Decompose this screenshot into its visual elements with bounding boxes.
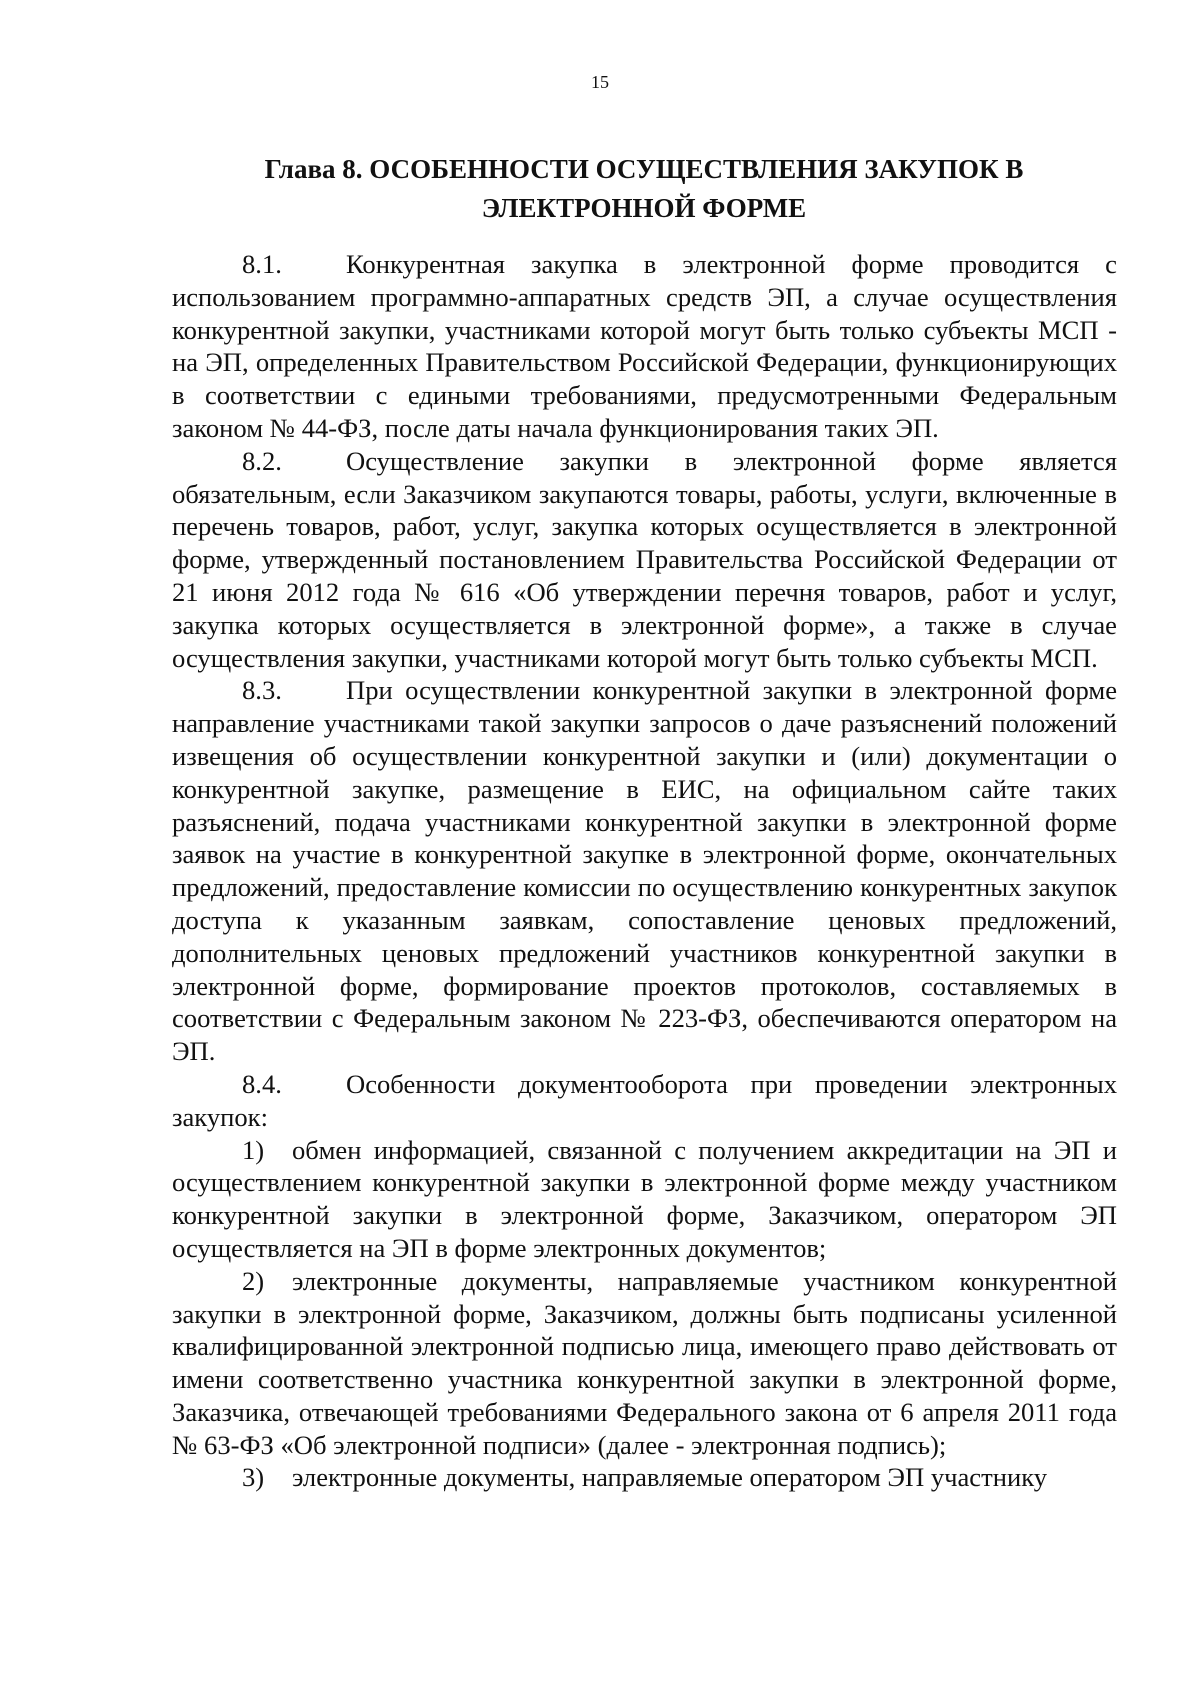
list-item-text: обмен информацией, связанной с получением аккредитации на ЭП и осуществлением конкурентной закупки в электронной форме между участником конкурентной закупки в электронной форме, Заказчиком, оператором ЭП осуществляется на ЭП в форме электронных документов; bbox=[172, 1134, 1117, 1263]
page-number: 15 bbox=[591, 72, 609, 92]
chapter-title-line-1: Глава 8. ОСОБЕННОСТИ ОСУЩЕСТВЛЕНИЯ ЗАКУПОК В bbox=[264, 154, 1024, 184]
clause-number: 8.1. bbox=[242, 249, 282, 279]
clause-text: Осуществление закупки в электронной форме является обязательным, если Заказчиком закупаются товары, работы, услуги, включенные в перечень товаров, работ, услуг, закупка которых осуществляется в электронной форме, утвержденный постановлением Правительства Российской Федерации от 21 июня 2012 года № 616 «Об утверждении перечня товаров, работ и услуг, закупка которых осуществляется в электронной форме», а также в случае осуществления закупки, участниками которой могут быть только субъекты МСП. bbox=[172, 445, 1117, 673]
list-item-3 bbox=[172, 1461, 1117, 1494]
list-item-1 bbox=[172, 1134, 1117, 1265]
list-item-text: электронные документы, направляемые оператором ЭП участнику bbox=[292, 1462, 1048, 1493]
list-item-2 bbox=[172, 1265, 1117, 1462]
clause-number: 8.3. bbox=[242, 675, 282, 706]
clause-8-3 bbox=[172, 674, 1117, 1068]
chapter-title bbox=[170, 150, 1118, 228]
clause-text: Конкурентная закупка в электронной форме проводится с использованием программно-аппаратных средств ЭП, а случае осуществления конкурентной закупки, участниками которой могут быть только субъекты МСП - на ЭП, определенных Правительством Российской Федерации, функционирующих в соответствии с едиными требованиями, предусмотренными Федеральным законом № 44-ФЗ, после даты начала функционирования таких ЭП. bbox=[172, 249, 1117, 443]
list-item-number: 3) bbox=[242, 1462, 265, 1493]
clause-number: 8.2. bbox=[242, 445, 282, 476]
clause-number: 8.4. bbox=[242, 1068, 282, 1099]
clause-8-2 bbox=[172, 445, 1117, 675]
clause-8-1 bbox=[172, 248, 1117, 445]
clause-8-4 bbox=[172, 1068, 1117, 1134]
list-item-number: 2) bbox=[242, 1265, 265, 1296]
list-item-text: электронные документы, направляемые участником конкурентной закупки в электронной форме, Заказчиком, должны быть подписаны усиленной квалифицированной электронной подписью лица, имеющего право действовать от имени соответственно участника конкурентной закупки в электронной форме, Заказчика, отвечающей требованиями Федерального закона от 6 апреля 2011 года № 63-ФЗ «Об электронной подписи» (далее - электронная подпись); bbox=[172, 1265, 1117, 1460]
clause-text: Особенности документооборота при проведении электронных закупок: bbox=[172, 1068, 1117, 1132]
chapter-title-line-2: ЭЛЕКТРОННОЙ ФОРМЕ bbox=[481, 193, 807, 223]
clause-text: При осуществлении конкурентной закупки в электронной форме направление участниками такой закупки запросов о даче разъяснений положений извещения об осуществлении конкурентной закупки и (или) документации о конкурентной закупке, размещение в ЕИС, на официальном сайте таких разъяснений, подача участниками конкурентной закупки в электронной форме заявок на участие в конкурентной закупке в электронной форме, окончательных предложений, предоставление комиссии по осуществлению конкурентных закупок доступа к указанным заявкам, сопоставление ценовых предложений, дополнительных ценовых предложений участников конкурентной закупки в электронной форме, формирование проектов протоколов, составляемых в соответствии с Федеральным законом № 223-ФЗ, обеспечиваются оператором на ЭП. bbox=[172, 675, 1117, 1067]
list-item-number: 1) bbox=[242, 1134, 265, 1165]
document-body bbox=[172, 248, 1117, 1494]
